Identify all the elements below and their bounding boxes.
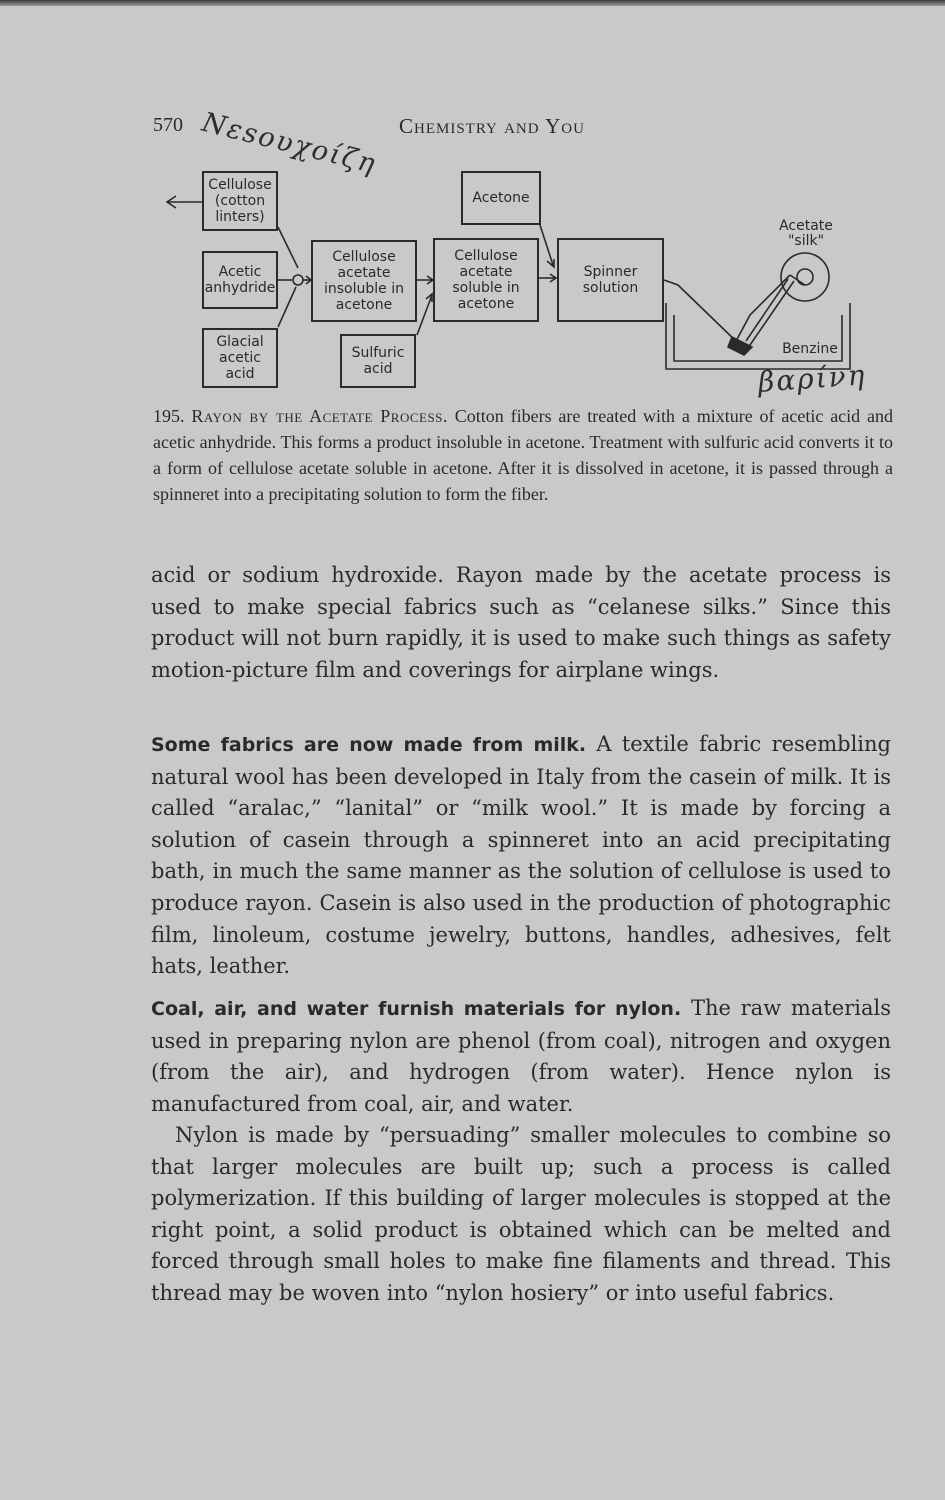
box-cellulose: Cellulose (cotton linters) — [202, 171, 278, 231]
page-number: 570 — [153, 114, 183, 136]
connector-sulfuric — [417, 295, 432, 335]
paragraph-polymerization — [151, 1120, 891, 1310]
label-benzine: Benzine — [782, 341, 838, 357]
caption-title: Rayon by the Acetate Process. — [191, 406, 448, 426]
paragraph-text: The raw materials used in preparing nylon are phenol (from coal), nitrogen and oxygen (from the air), and hydrogen (from water). Hence nylon is manufactured from coal, air, and water. — [151, 996, 891, 1116]
figure-caption — [153, 403, 893, 507]
paragraph-text: acid or sodium hydroxide. Rayon made by the acetate process is used to make special fabrics such as “celanese silks.” Since this product will not burn rapidly, it is used to make such things as safety motion-picture film and coverings for airplane wings. — [151, 563, 891, 682]
handwritten-note-top: Nεsουχοίζη — [198, 106, 380, 181]
spool-inner — [797, 269, 813, 285]
box-cellulose-acetate-soluble: Cellulose acetate soluble in acetone — [433, 238, 539, 322]
section-heading-milk: Some fabrics are now made from milk. — [151, 734, 587, 756]
paragraph-text: A textile fabric resembling natural wool has been developed in Italy from the casein of milk. It is called “aralac,” “lanital” or “milk wool.” It is made by forcing a solution of casein through a spinneret into an acid precipitating bath, in much the same manner as the solution of cellulose is used to produce rayon. Casein is also used in the production of photographic film, linoleum, costume jewelry, buttons, handles, adhesives, felt hats, leather. — [151, 732, 891, 979]
label-acetate-silk: Acetate "silk" — [779, 218, 833, 249]
running-title: Chemistry and You — [399, 114, 585, 138]
section-heading-nylon: Coal, air, and water furnish materials for nylon. — [151, 998, 682, 1020]
paragraph-text: Nylon is made by “persuading” smaller molecules to combine so that larger molecules are built up; such a process is called polymerization. If this building of larger molecules is stopped at the right point, a solid product is obtained which can be melted and forced through small holes to make fine filaments and thread. This thread may be woven into “nylon hosiery” or into useful fabrics. — [151, 1123, 891, 1305]
bath-tank-outer — [666, 303, 850, 369]
fiber-strand-1 — [746, 279, 788, 341]
box-acetic-anhydride: Acetic anhydride — [202, 251, 278, 309]
fiber-path-down — [664, 280, 740, 345]
handwritten-note-side: βαρίνη — [756, 358, 868, 399]
paragraph-nylon-materials — [151, 993, 891, 1120]
box-spinner-solution: Spinner solution — [557, 238, 664, 322]
spinneret-shape — [728, 337, 752, 355]
connector-cellulose — [278, 227, 298, 268]
connector-glacial — [278, 287, 296, 327]
fiber-strand-2 — [750, 281, 794, 345]
paragraph-milk-fabrics — [151, 729, 891, 983]
box-cellulose-acetate-insoluble: Cellulose acetate insoluble in acetone — [311, 240, 417, 322]
junction-circle — [293, 275, 303, 285]
caption-text: Cotton fibers are treated with a mixture of acetic acid and acetic anhydride. This forms a product insoluble in acetone. Treatment with sulfuric acid converts it to a form of cellulose acetate soluble in acetone. After it is dissolved in acetone, it is passed through a spinneret into a precipitating solution to form the fiber. — [153, 406, 894, 504]
caption-number: 195. — [153, 406, 185, 426]
box-sulfuric-acid: Sulfuric acid — [340, 334, 416, 388]
box-acetone: Acetone — [461, 171, 541, 225]
paragraph-acetate-uses — [151, 560, 891, 686]
connector-acetone — [540, 225, 553, 265]
page-edge — [0, 0, 945, 6]
box-glacial-acetic-acid: Glacial acetic acid — [202, 328, 278, 388]
